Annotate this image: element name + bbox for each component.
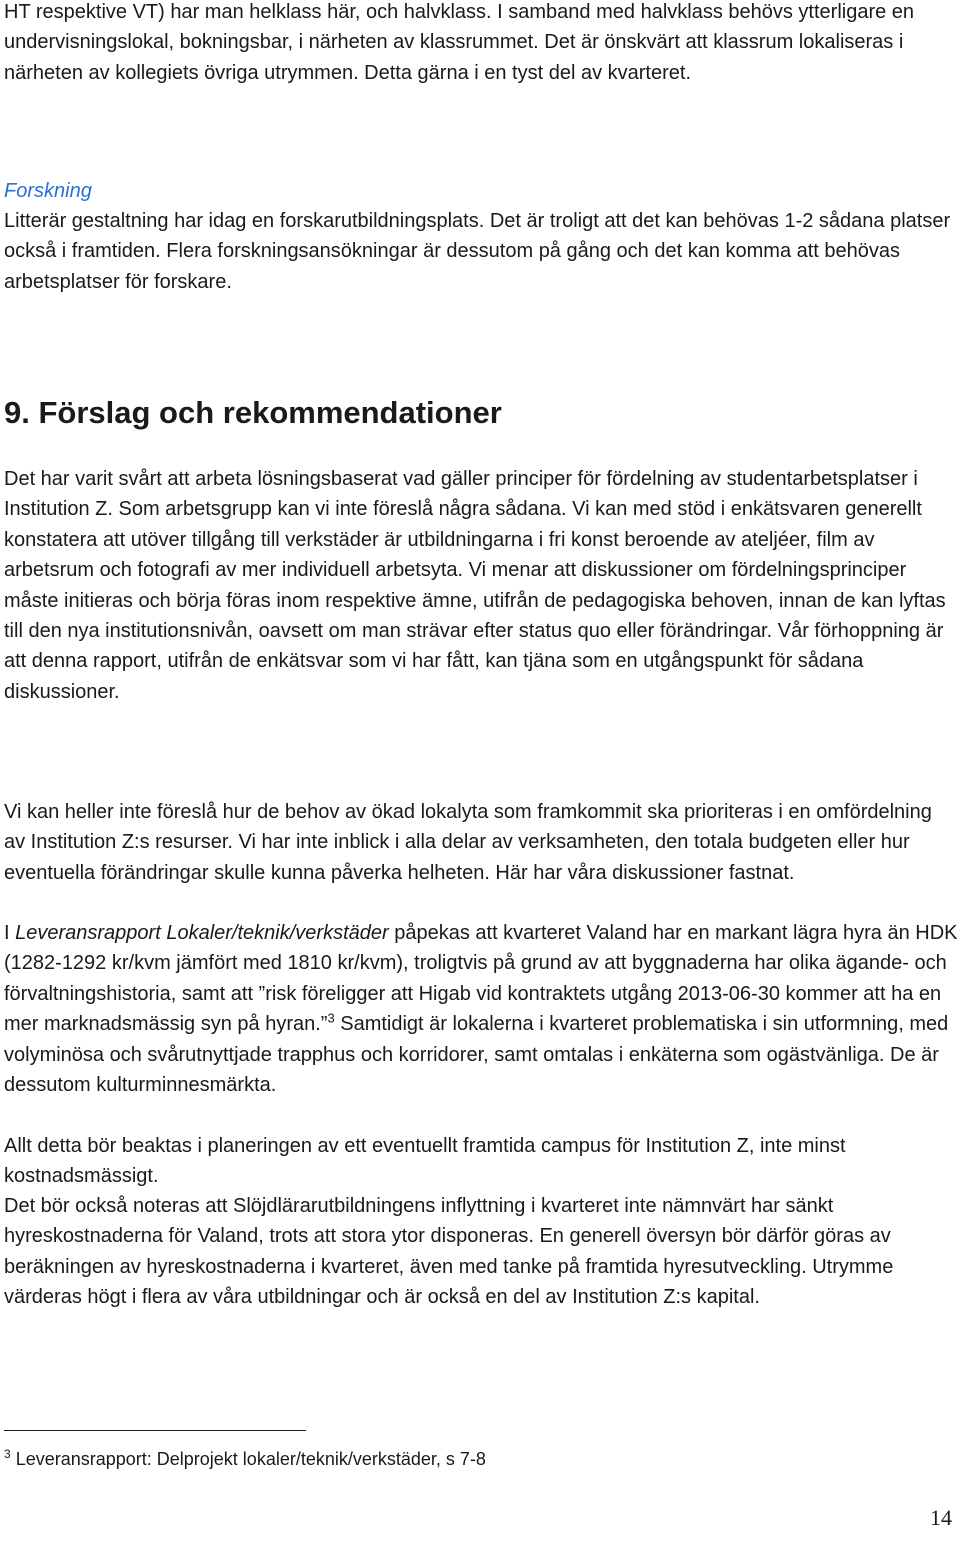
paragraph-campus: Allt detta bör beaktas i planeringen av ett eventuellt framtida campus för Institution Z, inte minst kostnadsmässigt. bbox=[4, 1135, 846, 1188]
footnote-number: 3 bbox=[4, 1447, 11, 1461]
footnote-divider bbox=[4, 1430, 306, 1431]
section-heading: 9. Förslag och rekommendationer bbox=[4, 395, 502, 430]
intro-paragraph: HT respektive VT) har man helklass här, och halvklass. I samband med halvklass behövs ytterligare en undervisningslokal, bokningsbar, i närheten av klassrummet. Det är önskvärt att klassrum lokaliseras i närheten av kollegiets övriga utrymmen. Detta gärna i en tyst del av kvarteret. bbox=[4, 1, 915, 84]
footnote bbox=[4, 1445, 486, 1473]
report-title: Leveransrapport Lokaler/teknik/verkstäder bbox=[15, 922, 389, 944]
paragraph-resources: Vi kan heller inte föreslå hur de behov av ökad lokalyta som framkommit ska prioriteras i en omfördelning av Institution Z:s resurser. Vi har inte inblick i alla delar av verksamheten, den totala budgeten eller hur eventuella förändringar skulle kunna påverka helheten. Här har våra diskussioner fastnat. bbox=[4, 801, 932, 884]
forskning-paragraph: Litterär gestaltning har idag en forskarutbildningsplats. Det är troligt att det kan behövas 1-2 sådana platser också i framtiden. Flera forskningsansökningar är dessutom på gång och det kan komma att behövas arbetsplatser för forskare. bbox=[4, 210, 951, 293]
page-number: 14 bbox=[930, 1505, 952, 1530]
paragraph-rent bbox=[4, 918, 960, 1100]
paragraph-rent-prefix: I bbox=[4, 922, 16, 944]
footnote-reference[interactable]: 3 bbox=[327, 1010, 335, 1026]
paragraph-principles: Det har varit svårt att arbeta lösningsbaserat vad gäller principer för fördelning av studentarbetsplatser i Institution Z. Som arbetsgrupp kan vi inte föreslå några sådana. Vi kan med stöd i enkätsvaren generellt konstatera att utöver tillgång till verkstäder är utbildningarna i fri konst beroende av ateljéer, film av arbetsrum och fotografi av mer individuell arbetsyta. Vi menar att diskussioner om fördelningsprinciper måste initieras och börja föras inom respektive ämne, utifrån de pedagogiska behoven, innan de kan lyftas till den nya institutionsnivån, oavsett om man strävar efter status quo eller förändringar. Vår förhoppning är att denna rapport, utifrån de enkätsvar som vi har fått, kan tjäna som en utgångspunkt för sådana diskussioner. bbox=[4, 468, 946, 703]
paragraph-review: Det bör också noteras att Slöjdlärarutbildningens inflyttning i kvarteret inte nämnvärt har sänkt hyreskostnaderna för Valand, trots att stora ytor disponeras. En generell översyn bör därför göras av beräkningen av hyreskostnaderna i kvarteret, även med tanke på framtida hyresutveckling. Utrymme värderas högt i flera av våra utbildningar och är också en del av Institution Z:s kapital. bbox=[4, 1195, 894, 1309]
paragraph-rent-middle: påpekas att kvarteret Valand har en markant lägra hyra än HDK (1282-1292 kr/kvm jämfört med 1810 kr/kvm), troligtvis på grund av att byggnaderna har olika ägande- och förvaltningshistoria, samt att ”risk föreligger att Higab vid kontraktets utgång 2013-06-30 kommer att ha en mer marknadsmässig syn på hyran.” bbox=[4, 922, 958, 1036]
paragraph-rent-suffix: Samtidigt är lokalerna i kvarteret problematiska i sin utformning, med volyminösa och svårutnyttjade trapphus och korridorer, samt omtalas i enkäterna som ogästvänliga. De är dessutom kulturminnesmärkta. bbox=[4, 1013, 949, 1097]
footnote-text: Leveransrapport: Delprojekt lokaler/teknik/verkstäder, s 7-8 bbox=[10, 1449, 486, 1469]
subheading-forskning: Forskning bbox=[4, 180, 92, 202]
